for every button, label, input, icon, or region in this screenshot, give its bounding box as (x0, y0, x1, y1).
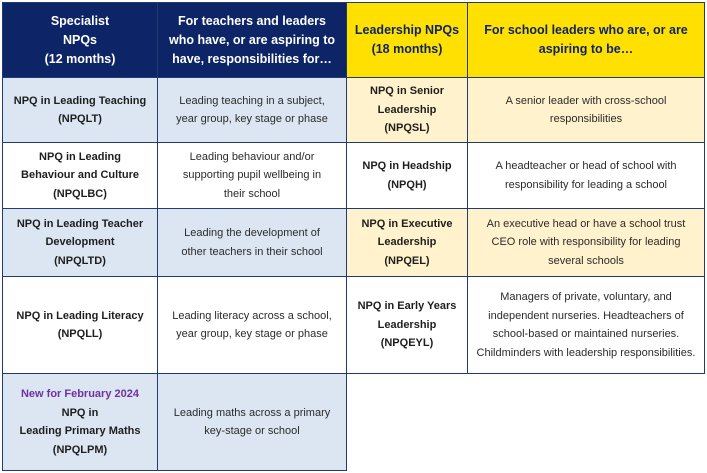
npq-headship-name: NPQ in Headship (NPQH) (346, 142, 468, 209)
npq-leading-teaching-name: NPQ in Leading Teaching (NPQLT) (2, 77, 158, 143)
npq-early-years-leadership-name: NPQ in Early Years Leadership (NPQEYL) (346, 276, 468, 374)
npq-leading-teacher-development-description: Leading the development of other teachers in their school (157, 208, 347, 277)
npq-early-years-leadership-description: Managers of private, voluntary, and independent nurseries. Headteachers of school-based or maintained nurseries. Childminders with leadership responsibilities. (467, 276, 705, 374)
npq-executive-leadership-name: NPQ in Executive Leadership (NPQEL) (346, 208, 468, 277)
header-leadership-npqs: Leadership NPQs (18 months) (346, 2, 468, 78)
header-leadership-description: For school leaders who are, or are aspiring to be… (467, 2, 705, 78)
npq-senior-leadership-description: A senior leader with cross-school responsibilities (467, 77, 705, 143)
npq-leading-primary-maths-label: NPQ in Leading Primary Maths (NPQLPM) (19, 406, 141, 456)
npq-leading-teacher-development-name: NPQ in Leading Teacher Development (NPQLTD) (2, 208, 158, 277)
npq-leading-primary-maths-name (2, 373, 158, 471)
new-badge: New for February 2024 (20, 388, 139, 400)
npq-executive-leadership-description: An executive head or have a school trust CEO role with responsibility for leading several schools (467, 208, 705, 277)
npq-leading-literacy-description: Leading literacy across a school, year group, key stage or phase (157, 276, 347, 374)
npq-leading-behaviour-name: NPQ in Leading Behaviour and Culture (NPQLBC) (2, 142, 158, 209)
npq-leading-teaching-description: Leading teaching in a subject, year group, key stage or phase (157, 77, 347, 143)
npq-headship-description: A headteacher or head of school with responsibility for leading a school (467, 142, 705, 209)
npq-senior-leadership-name: NPQ in Senior Leadership (NPQSL) (346, 77, 468, 143)
header-specialist-description: For teachers and leaders who have, or are aspiring to have, responsibilities for… (157, 2, 347, 78)
npq-leading-literacy-name: NPQ in Leading Literacy (NPQLL) (2, 276, 158, 374)
npq-leading-primary-maths-description: Leading maths across a primary key-stage or school (157, 373, 347, 471)
header-specialist-npqs: Specialist NPQs (12 months) (2, 2, 158, 78)
npq-leading-behaviour-description: Leading behaviour and/or supporting pupil wellbeing in their school (157, 142, 347, 209)
